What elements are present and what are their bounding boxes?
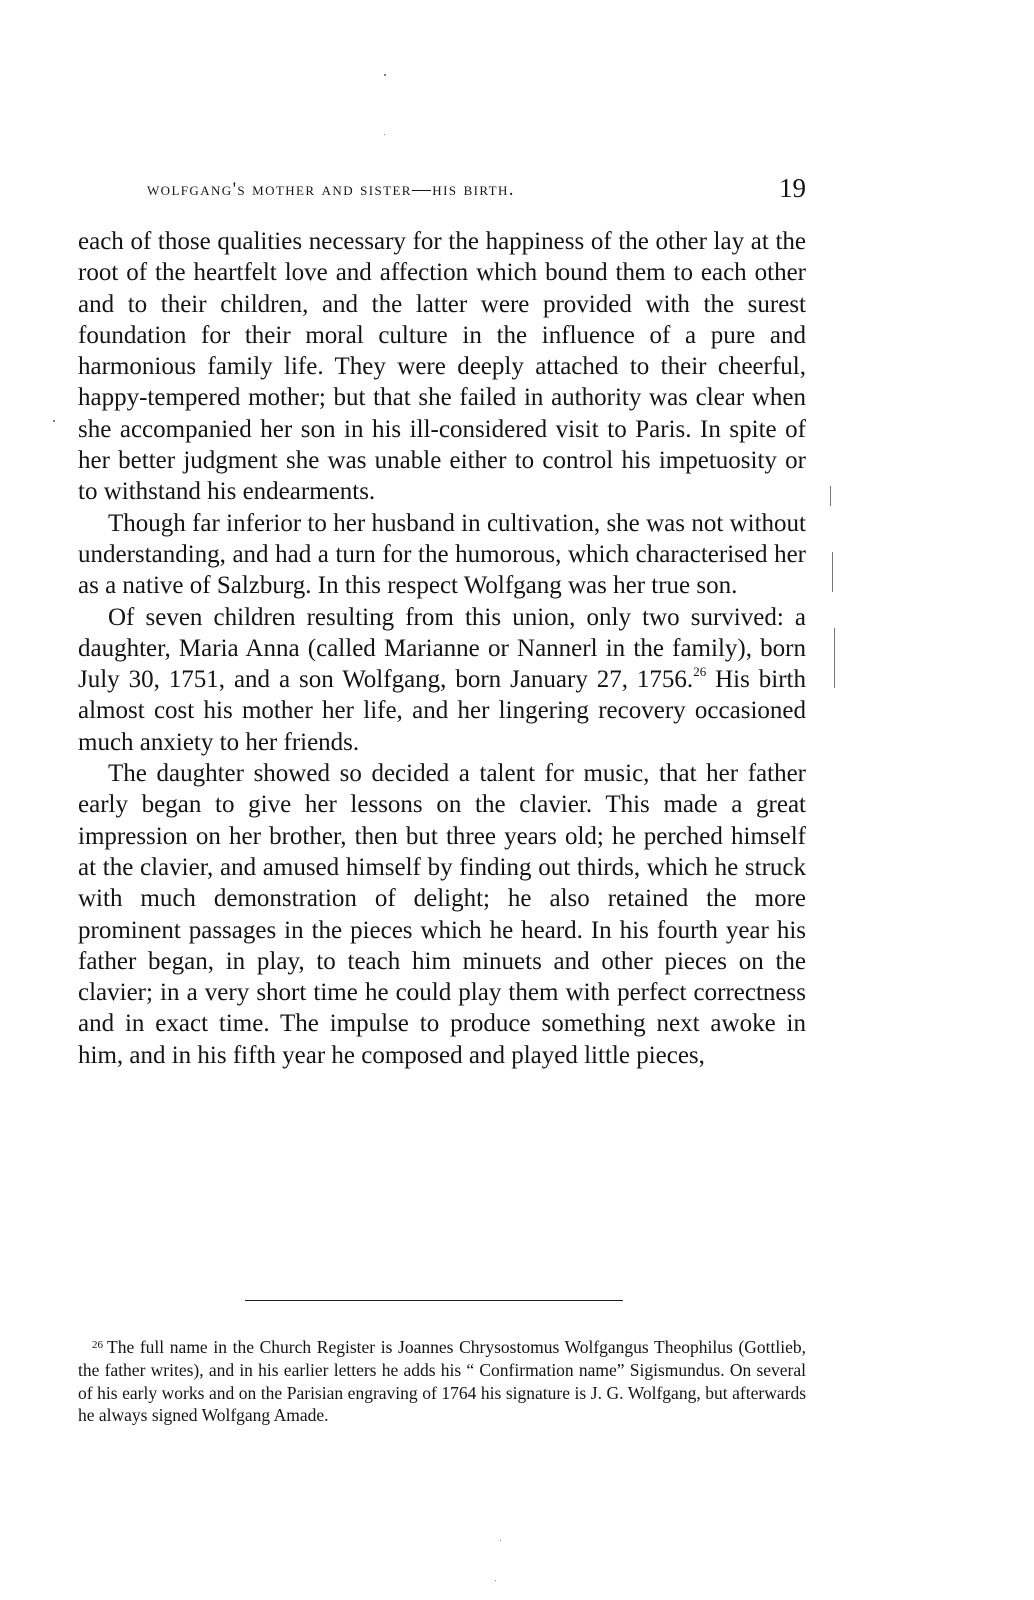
scan-speck — [384, 134, 385, 135]
paragraph-3-continuation: His birth almost cost his mother her life, and her lingering recovery occasioned much anxiety to her friends. — [78, 666, 806, 756]
paragraph-3 — [78, 602, 806, 758]
scan-speck — [500, 1540, 501, 1541]
footnote-reference[interactable]: 26 — [693, 664, 707, 680]
footnote-marker: 26 — [92, 1339, 103, 1351]
margin-mark — [830, 486, 831, 506]
scan-speck — [53, 420, 55, 422]
footnote-divider — [245, 1300, 623, 1301]
paragraph-1: each of those qualities necessary for the happiness of the other lay at the root of the heartfelt love and affection which bound them to each other and to their children, and the latter were provided with the surest foundation for their moral culture in the influence of a pure and harmonious family life. They were deeply attached to their cheerful, happy-tempered mother; but that she failed in authority was clear when she accompanied her son in his ill-considered visit to Paris. In spite of her better judgment she was unable either to control his impetuosity or to withstand his endearments. — [78, 228, 806, 506]
footnote — [78, 1334, 806, 1427]
scan-speck — [384, 74, 386, 76]
margin-mark — [832, 552, 833, 592]
margin-mark — [834, 628, 835, 688]
paragraph-4: The daughter showed so decided a talent for music, that her father early began to give her lessons on the clavier. This made a great impression on her brother, then but three years old; he perched himself at the clavier, and amused himself by finding out thirds, which he struck with much demonstration of delight; he also retained the more prominent passages in the pieces which he heard. In his fourth year his father began, in play, to teach him minuets and other pieces on the clavier; in a very short time he could play them with perfect correctness and in exact time. The impulse to produce something next awoke in him, and in his fifth year he composed and played little pieces, — [78, 760, 806, 1069]
body-text — [78, 226, 806, 1071]
footnote-text: The full name in the Church Register is Joannes Chrysostomus Wolfgangus Theophilus (Gottlieb, the father writes), and in his earlier letters he adds his “ Confirmation name” Sigismundus. On several of his early works and on the Parisian engraving of 1764 his signature is J. G. Wolfgang, but afterwards he always signed Wolfgang Amade. — [78, 1337, 806, 1426]
running-title: wolfgang's mother and sister—his birth. — [147, 179, 515, 200]
scan-speck — [495, 1580, 496, 1581]
page-number: 19 — [779, 173, 806, 203]
running-header — [78, 173, 806, 205]
paragraph-3-text: Of seven children resulting from this union, only two survived: a daughter, Maria Anna (called Marianne or Nannerl in the family), born July 30, 1751, and a son Wolfgang, born January 27, 1756. — [78, 603, 806, 694]
paragraph-2: Though far inferior to her husband in cultivation, she was not without understanding, and had a turn for the humorous, which characterised her as a native of Salzburg. In this respect Wolfgang was her true son. — [78, 509, 806, 600]
